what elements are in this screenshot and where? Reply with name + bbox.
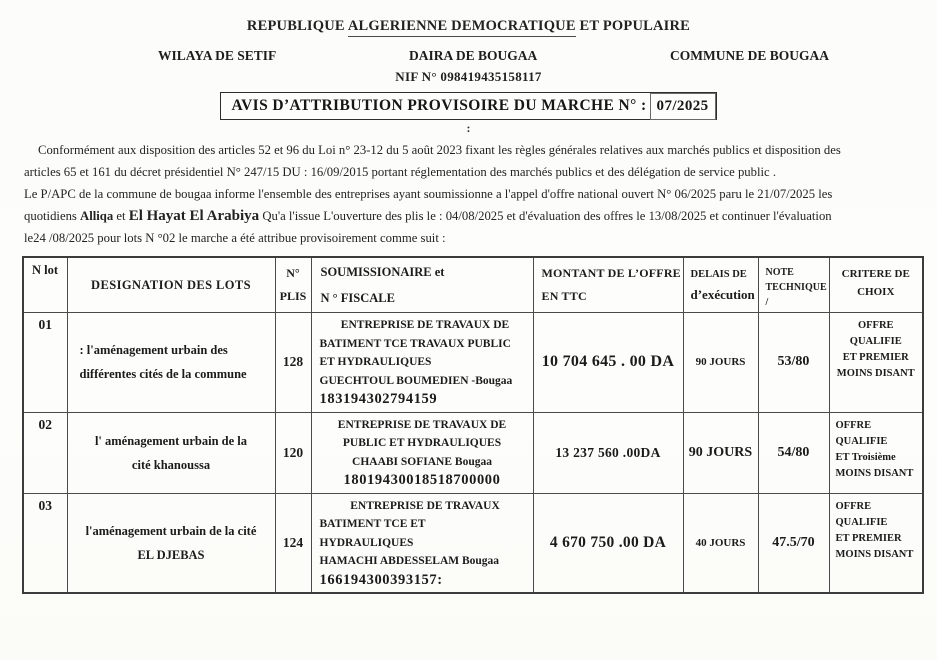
cell-soumissionaire: ENTREPRISE DE TRAVAUX DE BATIMENT TCE TRAVAUX PUBLIC ET HYDRAULIQUES GUECHTOUL BOUMEDIEN -Bougaa 183194302794159 — [311, 313, 533, 413]
commune-label: COMMUNE DE BOUGAA — [669, 48, 829, 63]
header-note: NOTE TECHNIQUE / — [758, 257, 829, 313]
paragraph-line: Conformément aux disposition des articles 52 et 96 du Loi n° 23-12 du 5 août 2023 fixant les règles générales relatives aux marchés publics et disposition des — [38, 143, 841, 157]
cell-lot: 03 — [23, 493, 67, 593]
cell-delais: 40 JOURS — [683, 493, 758, 593]
cell-critere: OFFRE QUALIFIE ET Troisième MOINS DISANT — [829, 412, 923, 493]
cell-montant: 13 237 560 .00DA — [533, 412, 683, 493]
cell-critere: OFFRE QUALIFIE ET PREMIER MOINS DISANT — [829, 313, 923, 413]
cell-designation: l' aménagement urbain de la cité khanoussa — [67, 412, 275, 493]
paragraph-line4-post: Qu'a l'issue L'ouverture des plis le : 04/08/2025 et d'évaluation des offres le 13/08/2025 et continuer l'évaluation — [259, 209, 832, 223]
cell-plis: 124 — [275, 493, 311, 593]
cell-critere: OFFRE QUALIFIE ET PREMIER MOINS DISANT — [829, 493, 923, 593]
newspaper-name-alliqa: Alliqa — [80, 209, 114, 223]
wilaya-label: WILAYA DE SETIF — [158, 48, 277, 63]
title-row — [0, 92, 937, 120]
cell-designation: : l'aménagement urbain des différentes cités de la commune — [67, 313, 275, 413]
header-soumissionaire: SOUMISSIONAIRE et N ° FISCALE — [311, 257, 533, 313]
table-row — [23, 412, 923, 493]
cell-montant: 10 704 645 . 00 DA — [533, 313, 683, 413]
paragraph-line: Le P/APC de la commune de bougaa informe l'ensemble des entreprises ayant soumissionne a l'appel d'offre national ouvert N° 06/2025 paru le 21/07/2025 les — [24, 187, 833, 201]
paragraph-line4-pre: quotidiens — [24, 209, 81, 223]
republic-title-underlined: ALGERIENNE DEMOCRATIQUE — [348, 18, 576, 37]
header-designation: DESIGNATION DES LOTS — [67, 257, 275, 313]
attribution-table — [22, 256, 924, 594]
cell-plis: 128 — [275, 313, 311, 413]
cell-designation: l'aménagement urbain de la cité EL DJEBAS — [67, 493, 275, 593]
cell-lot: 02 — [23, 412, 67, 493]
table-row — [23, 313, 923, 413]
header-delais: DELAIS DE d’exécution — [683, 257, 758, 313]
paragraph-line: articles 65 et 161 du décret présidentiel N° 247/15 DU : 16/09/2015 portant réglementation des marchés publics et des délégation de service public . — [24, 165, 777, 179]
notice-title-box — [220, 92, 716, 120]
header-plis: N° PLIS — [275, 257, 311, 313]
notice-title-text: AVIS D’ATTRIBUTION PROVISOIRE DU MARCHE N° : — [231, 97, 647, 114]
republic-title-post: ET POPULAIRE — [575, 18, 691, 34]
intro-paragraph — [24, 139, 916, 249]
cell-plis: 120 — [275, 412, 311, 493]
colon-mark: : — [466, 121, 471, 135]
cell-montant: 4 670 750 .00 DA — [533, 493, 683, 593]
paragraph-line: le24 /08/2025 pour lots N °02 le marche a été attribue provisoirement comme suit : — [24, 231, 446, 245]
cell-note: 53/80 — [758, 313, 829, 413]
market-number: 07/2025 — [650, 93, 716, 120]
republic-title — [0, 0, 937, 35]
table-row — [23, 493, 923, 593]
cell-soumissionaire: ENTREPRISE DE TRAVAUX DE PUBLIC ET HYDRAULIQUES CHAABI SOFIANE Bougaa 18019430018518700000 — [311, 412, 533, 493]
paragraph-line4-mid: et — [113, 209, 129, 223]
cell-note: 54/80 — [758, 412, 829, 493]
newspaper-name-elhayat: El Hayat El Arabiya — [128, 208, 260, 224]
administrative-row — [158, 48, 829, 64]
republic-title-pre: REPUBLIQUE — [246, 18, 348, 34]
cell-soumissionaire: ENTREPRISE DE TRAVAUX BATIMENT TCE ET HYDRAULIQUES HAMACHI ABDESSELAM Bougaa 166194300393157: — [311, 493, 533, 593]
cell-lot: 01 — [23, 313, 67, 413]
cell-delais: 90 JOURS — [683, 412, 758, 493]
cell-note: 47.5/70 — [758, 493, 829, 593]
paragraph-line — [24, 205, 916, 227]
header-montant: MONTANT DE L’OFFRE EN TTC — [533, 257, 683, 313]
nif-label: NIF N° 098419435158117 — [395, 69, 542, 84]
header-lot: N lot — [23, 257, 67, 313]
daira-label: DAIRA DE BOUGAA — [409, 48, 538, 63]
cell-delais: 90 JOURS — [683, 313, 758, 413]
header-critere: CRITERE DE CHOIX — [829, 257, 923, 313]
table-header-row — [23, 257, 923, 313]
